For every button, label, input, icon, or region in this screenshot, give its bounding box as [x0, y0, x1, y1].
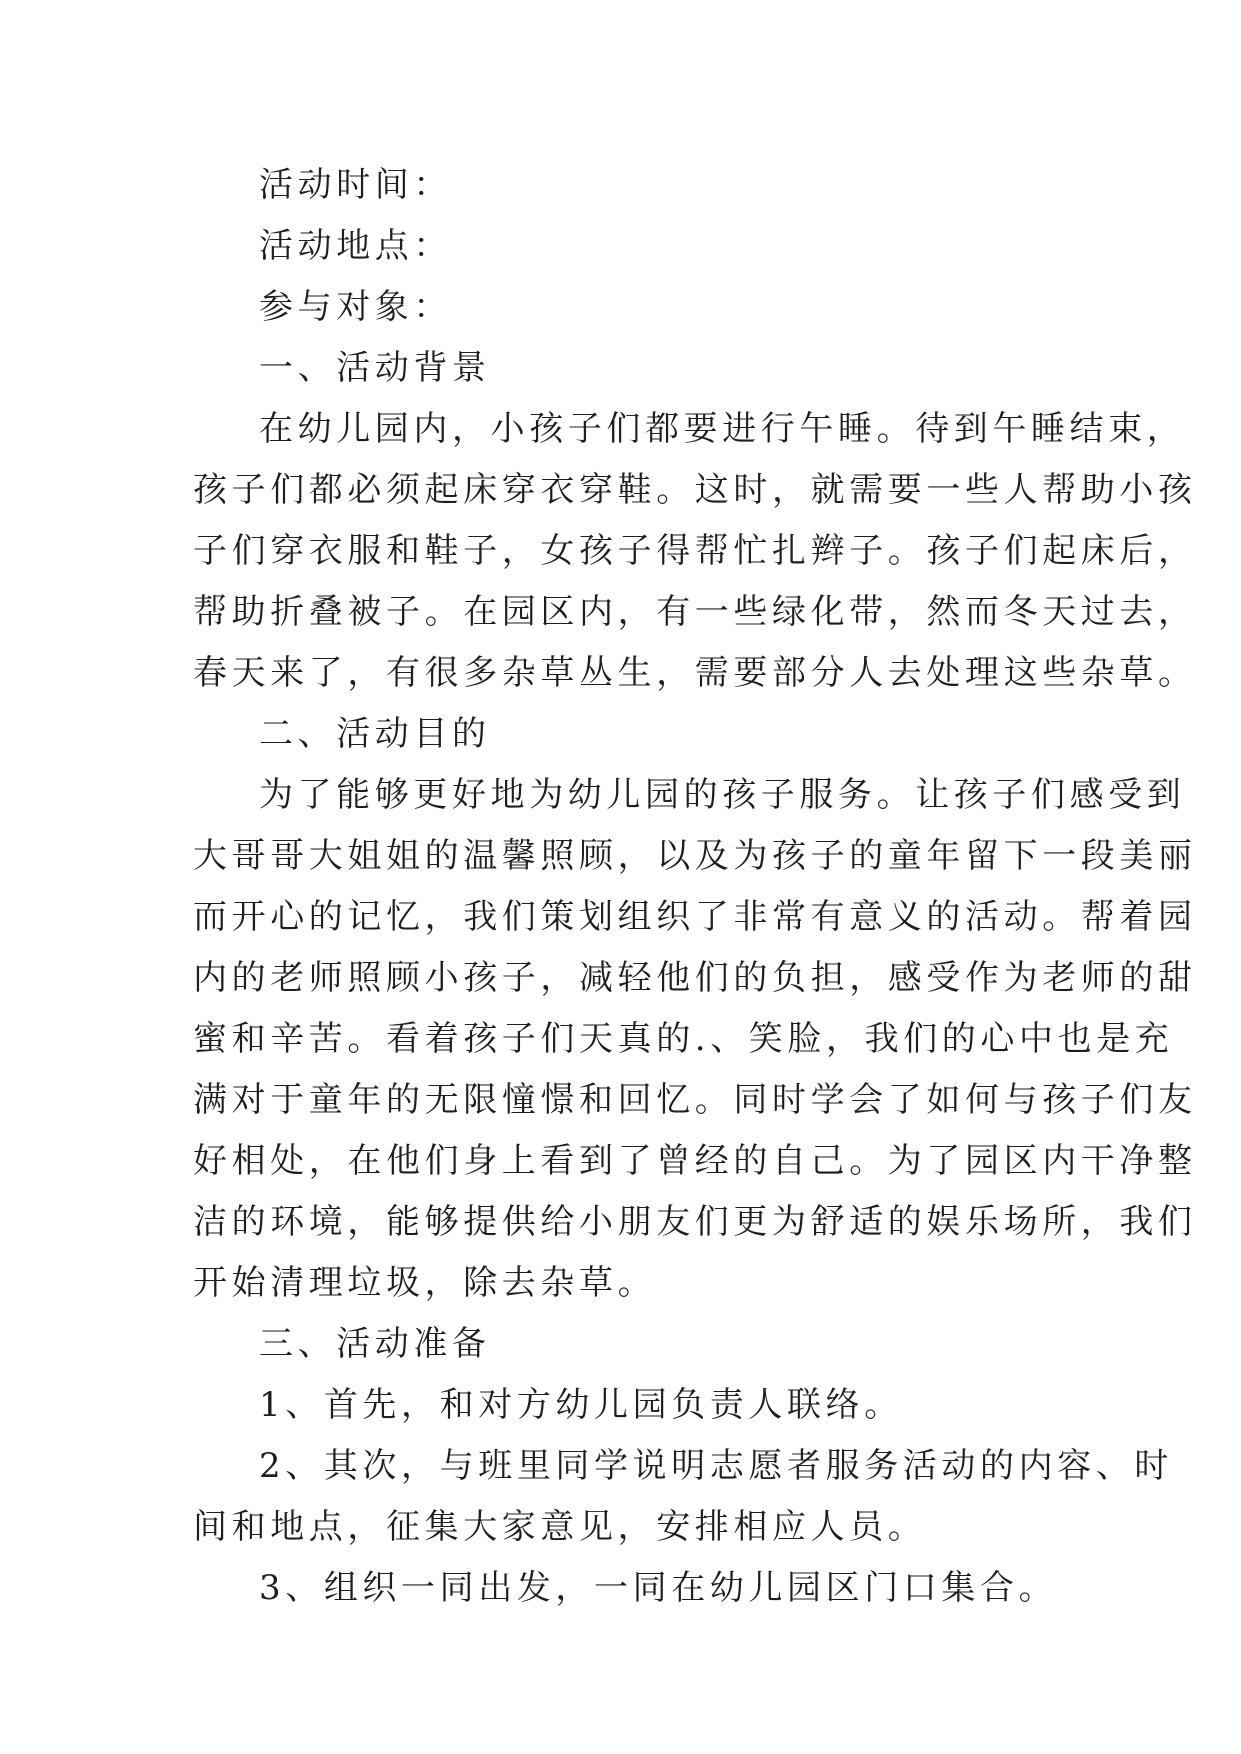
paragraph-line: 好相处，在他们身上看到了曾经的自己。为了园区内干净整	[193, 1141, 1197, 1181]
purpose-paragraph	[193, 765, 1197, 1314]
paragraph-line: 蜜和辛苦。看着孩子们天真的.、笑脸，我们的心中也是充	[193, 1019, 1174, 1059]
activity-location-label: 活动地点：	[259, 226, 452, 266]
paragraph-line: 子们穿衣服和鞋子，女孩子得帮忙扎辫子。孩子们起床后，	[193, 531, 1197, 571]
section-heading-preparation: 三、活动准备	[259, 1324, 491, 1364]
activity-time-label: 活动时间：	[259, 165, 452, 205]
list-item	[193, 1375, 1053, 1436]
paragraph-line: 孩子们都必须起床穿衣穿鞋。这时，就需要一些人帮助小孩	[193, 470, 1197, 510]
list-item-line: 3、组织一同出发，一同在幼儿园区门口集合。	[259, 1568, 1058, 1608]
list-item	[193, 1558, 1058, 1619]
paragraph-line: 洁的环境，能够提供给小朋友们更为舒适的娱乐场所，我们	[193, 1202, 1197, 1242]
list-item	[193, 1436, 1174, 1558]
paragraph-line: 春天来了，有很多杂草丛生，需要部分人去处理这些杂草。	[193, 653, 1197, 693]
document-body	[193, 155, 1197, 1619]
section-heading-purpose: 二、活动目的	[259, 714, 491, 754]
paragraph-line: 大哥哥大姐姐的温馨照顾，以及为孩子的童年留下一段美丽	[193, 836, 1197, 876]
list-item-line: 2、其次，与班里同学说明志愿者服务活动的内容、时	[259, 1446, 1174, 1486]
paragraph-line: 内的老师照顾小孩子，减轻他们的负担，感受作为老师的甜	[193, 958, 1197, 998]
background-paragraph	[193, 399, 1197, 704]
paragraph-line: 帮助折叠被子。在园区内，有一些绿化带，然而冬天过去，	[193, 592, 1197, 632]
preparation-list	[193, 1375, 1174, 1619]
list-item-line: 1、首先，和对方幼儿园负责人联络。	[259, 1385, 903, 1425]
paragraph-line: 满对于童年的无限憧憬和回忆。同时学会了如何与孩子们友	[193, 1080, 1197, 1120]
section-heading-background: 一、活动背景	[259, 348, 491, 388]
paragraph-line: 为了能够更好地为幼儿园的孩子服务。让孩子们感受到	[259, 775, 1186, 815]
paragraph-line: 在幼儿园内，小孩子们都要进行午睡。待到午睡结束，	[259, 409, 1186, 449]
paragraph-line: 而开心的记忆，我们策划组织了非常有意义的活动。帮着园	[193, 897, 1197, 937]
participants-label: 参与对象：	[259, 287, 452, 327]
list-item-line: 间和地点，征集大家意见，安排相应人员。	[193, 1507, 927, 1547]
paragraph-line: 开始清理垃圾，除去杂草。	[193, 1263, 657, 1303]
